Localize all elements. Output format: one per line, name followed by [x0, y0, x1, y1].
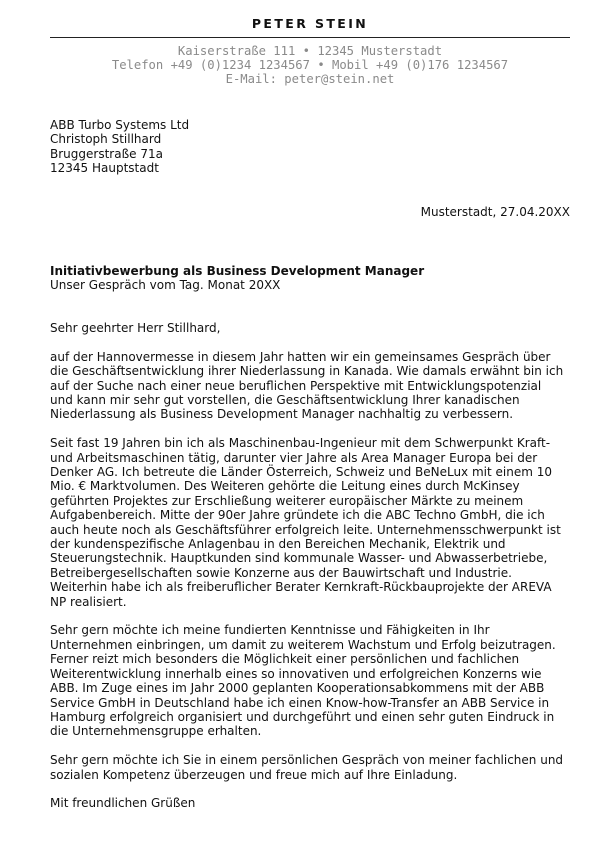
- sender-phone: Telefon +49 (0)1234 1234567 • Mobil +49 (0)176 1234567: [111, 58, 509, 73]
- paragraph-line: Betreibergesellschaften sowie Konzerne aus der Bauwirtschaft und Industrie.: [50, 565, 512, 580]
- recipient-street: Bruggerstraße 71a: [50, 146, 163, 161]
- paragraph-3: [50, 623, 580, 738]
- paragraph-line: Service GmbH in Deutschland habe ich einen Know-how-Transfer an ABB Service in: [50, 695, 550, 710]
- recipient-city: 12345 Hauptstadt: [50, 161, 159, 176]
- closing: Mit freundlichen Grüßen: [50, 796, 196, 811]
- paragraph-line: Aufgabenbereich. Mitte der 90er Jahre gründete ich die ABC Techno GmbH, die ich: [50, 508, 545, 523]
- salutation: Sehr geehrter Herr Stillhard,: [50, 321, 221, 335]
- paragraph-line: Sehr gern möchte ich Sie in einem persönlichen Gespräch von meiner fachlichen und: [50, 753, 564, 768]
- paragraph-line: NP realisiert.: [50, 594, 127, 609]
- header-divider: [50, 37, 570, 38]
- paragraph-line: und kann mir sehr gut vorstellen, die Geschäftsentwicklung Ihrer kanadischen: [50, 393, 520, 408]
- paragraph-4: [50, 753, 580, 782]
- paragraph-line: die Geschäftsentwicklung ihrer Niederlassung in Kanada. Wie damals erwähnt bin ich: [50, 364, 564, 379]
- sender-name: PETER STEIN: [251, 16, 369, 31]
- recipient-person: Christoph Stillhard: [50, 132, 162, 147]
- paragraph-line: Mio. € Marktvolumen. Des Weiteren gehörte die Leitung eines durch McKinsey: [50, 479, 520, 494]
- paragraph-line: die Unternehmensgruppe erhalten.: [50, 724, 262, 739]
- paragraph-line: und Arbeitsmaschinen tätig, darunter vier Jahre als Area Manager Europa bei der: [50, 450, 538, 465]
- paragraph-line: auch heute noch als Geschäftsführer erfolgreich leite. Unternehmensschwerpunkt ist: [50, 522, 561, 537]
- paragraph-line: Denker AG. Ich betreute die Länder Österreich, Schweiz und BeNeLux mit einem 10: [50, 465, 552, 480]
- paragraph-line: Seit fast 19 Jahren bin ich als Maschinenbau-Ingenieur mit dem Schwerpunkt Kraft-: [50, 436, 551, 451]
- paragraph-line: ABB. Im Zuge eines im Jahr 2000 geplanten Kooperationsabkommens mit der ABB: [50, 681, 545, 696]
- subject-block: [50, 264, 424, 293]
- paragraph-line: Ferner reizt mich besonders die Möglichkeit einer persönlichen und fachlichen: [50, 652, 520, 667]
- paragraph-line: auf der Hannovermesse in diesem Jahr hatten wir ein gemeinsames Gespräch über: [50, 349, 551, 364]
- paragraph-line: geführten Projektes zur Erschließung weiterer europäischer Märkte zu meinem: [50, 493, 524, 508]
- paragraph-line: auf der Suche nach einer neue beruflichen Perspektive mit Entwicklungspotenzial: [50, 378, 542, 393]
- paragraph-1: [50, 350, 580, 422]
- letter-body: [50, 321, 580, 825]
- paragraph-line: Sehr gern möchte ich meine fundierten Kenntnisse und Fähigkeiten in Ihr: [50, 623, 490, 638]
- paragraph-line: Unternehmen einbringen, um damit zu weiterem Wachstum und Erfolg beizutragen.: [50, 637, 556, 652]
- sender-email: E-Mail: peter@stein.net: [225, 72, 395, 87]
- subject-title: Initiativbewerbung als Business Development Manager: [50, 264, 425, 278]
- subject-reference: Unser Gespräch vom Tag. Monat 20XX: [50, 278, 281, 293]
- recipient-company: ABB Turbo Systems Ltd: [50, 118, 190, 132]
- letter-date: Musterstadt, 27.04.20XX: [420, 205, 570, 219]
- paragraph-line: Niederlassung als Business Development Manager nachhaltig zu verbessern.: [50, 407, 514, 422]
- sender-contact-block: [0, 44, 600, 87]
- paragraph-line: sozialen Kompetenz überzeugen und freue mich auf Ihre Einladung.: [50, 767, 458, 782]
- paragraph-2: [50, 436, 580, 609]
- paragraph-line: Weiterentwicklung innerhalb eines so innovativen und erfolgreichen Konzerns wie: [50, 666, 542, 681]
- paragraph-line: der kundenspezifische Anlagenbau in den Bereichen Mechanik, Elektrik und: [50, 537, 506, 552]
- recipient-address-block: [50, 118, 189, 176]
- paragraph-line: Weiterhin habe ich als freiberuflicher Berater Kernkraft-Rückbauprojekte der AREVA: [50, 580, 552, 595]
- sender-address: Kaiserstraße 111 • 12345 Musterstadt: [177, 44, 443, 58]
- paragraph-line: Hamburg erfolgreich organisiert und durchgeführt und einen sehr guten Eindruck in: [50, 709, 555, 724]
- paragraph-line: Steuerungstechnik. Hauptkunden sind kommunale Wasser- und Abwasserbetriebe,: [50, 551, 548, 566]
